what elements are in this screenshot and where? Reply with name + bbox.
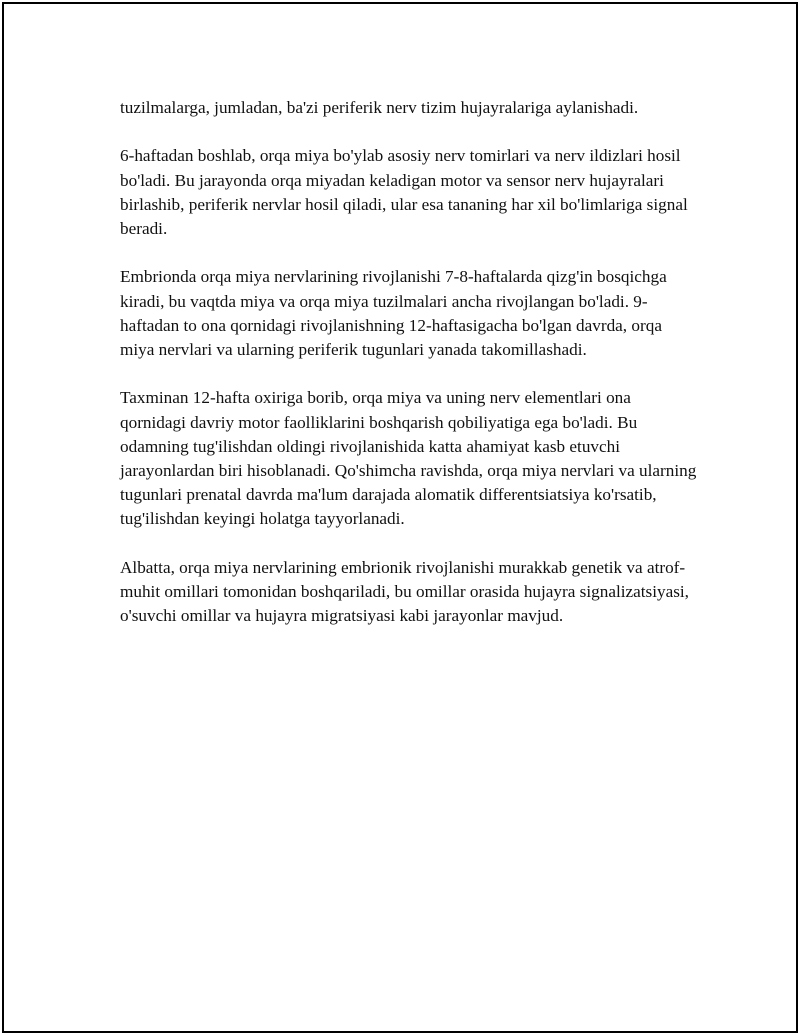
paragraph-2: 6-haftadan boshlab, orqa miya bo'ylab asosiy nerv tomirlari va nerv ildizlari hosil bo'ladi. Bu jarayonda orqa miyadan keladigan motor va sensor nerv hujayralari birlashib, periferik nervlar hosil qiladi, ular esa tananing har xil bo'limlariga signal beradi. — [120, 146, 688, 238]
paragraph-1: tuzilmalarga, jumladan, ba'zi periferik nerv tizim hujayralariga aylanishadi. — [120, 98, 639, 117]
paragraph-5: Albatta, orqa miya nervlarining embrionik rivojlanishi murakkab genetik va atrof-muhit omillari tomonidan boshqariladi, bu omillar orasida hujayra signalizatsiyasi, o'suvchi omillar va hujayra migratsiyasi kabi jarayonlar mavjud. — [120, 557, 689, 626]
document-page — [2, 2, 798, 1033]
paragraph-3: Embrionda orqa miya nervlarining rivojlanishi 7-8-haftalarda qizg'in bosqichga kiradi, bu vaqtda miya va orqa miya tuzilmalari ancha rivojlangan bo'ladi. 9-haftadan to ona qornidagi rivojlanishning 12-haftasigacha bo'lgan davrda, orqa miya nervlari va ularning periferik tugunlari yanada takomillashadi. — [120, 267, 667, 359]
document-body — [120, 96, 700, 628]
paragraph-4: Taxminan 12-hafta oxiriga borib, orqa miya va uning nerv elementlari ona qornidagi davriy motor faolliklarini boshqarish qobiliyatiga ega bo'ladi. Bu odamning tug'ilishdan oldingi rivojlanishida katta ahamiyat kasb etuvchi jarayonlardan biri hisoblanadi. Qo'shimcha ravishda, orqa miya nervlari va ularning tugunlari prenatal davrda ma'lum darajada alomatik differentsiatsiya ko'rsatib, tug'ilishdan keyingi holatga tayyorlanadi. — [120, 388, 697, 529]
